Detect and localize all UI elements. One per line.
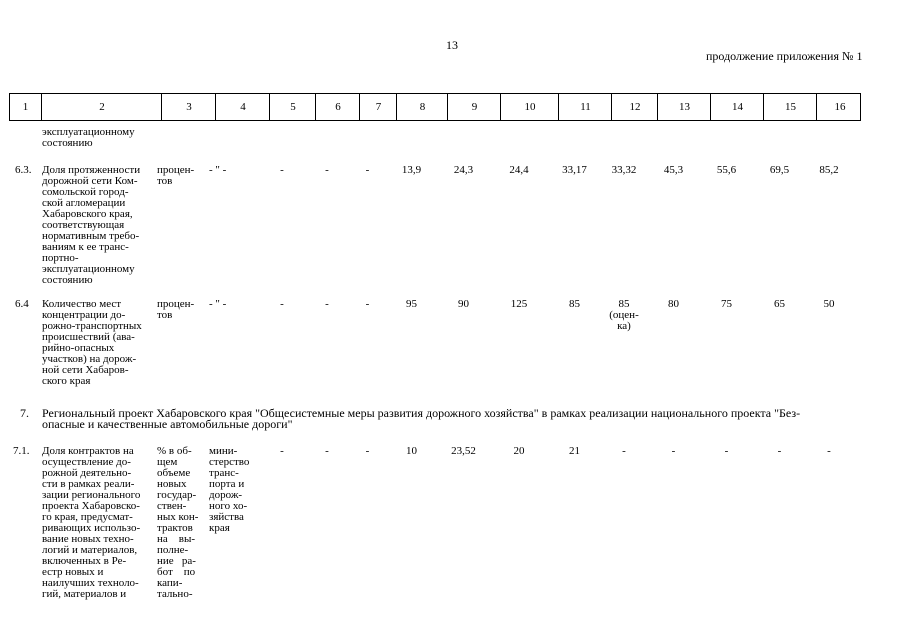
header-col-9: 9 [447,94,501,120]
header-col-1: 1 [22,101,29,113]
row-number: 7.1. [13,445,30,457]
value-col-5: - [280,445,284,457]
value-col-14: - [724,445,729,457]
responsible: - " - [209,164,227,176]
section-number: 7. [20,406,29,420]
value-col-12: - [622,445,626,457]
responsible: мини- стерство транс- порта и дорож- ного хо- зяйства края [209,445,250,534]
value-col-11: 21 [569,445,580,457]
value-col-15: - [777,445,782,457]
value-col-7: - [365,445,370,457]
value-col-7: - [365,298,370,310]
section-title: Региональный проект Хабаровского края "Общесистемные меры развития дорожного хозяйства" в рамках реализации национального проекта "Без- опасные и качественные автомобильные дороги" [42,406,801,431]
value-col-8: 13,9 [401,164,422,176]
value-col-12: 33,32 [611,164,637,176]
unit: % в об- щем объеме новых государ- ствен- ных кон- трактов на вы- полне- ние ра- бот по капи- тально- [157,445,199,600]
value-col-6: - [325,445,329,457]
header-col-15: 15 [763,94,817,120]
row-number: 6.3. [15,164,32,176]
continued-text-fragment: эксплуатационному состоянию [42,126,135,149]
value-col-15: 65 [774,298,785,310]
value-col-10: 20 [513,445,525,457]
table-header [9,93,861,121]
value-col-11: 33,17 [562,164,587,176]
header-col-14: 14 [710,94,764,120]
value-col-15: 69,5 [769,164,790,176]
value-col-12: 85 (оцен- ка) [609,298,639,332]
value-col-13: - [671,445,676,457]
value-col-14: 75 [721,298,732,310]
header-col-16: 16 [816,94,863,120]
header-col-4: 4 [215,94,270,120]
indicator-name: Доля контрактов на осуществление до- рожной деятельно- сти в рамках реали- зации регионального проекта Хабаровско- го края, предусмат- ривающих использо- вание новых техно- логий и материалов, включенных в Ре- естр новых и наилучших техноло- гий, материалов и [42,445,141,600]
indicator-name: Количество мест концентрации до- рожно-транспортных происшествий (ава- рийно-опасных участков) на дорож- ной сети Хабаров- ского края [42,298,142,387]
value-col-13: 80 [668,298,679,310]
value-col-13: 45,3 [663,164,684,176]
value-col-9: 90 [458,298,469,310]
unit: процен- тов [157,164,195,187]
header-col-3: 3 [161,94,216,120]
value-col-5: - [280,164,284,176]
header-col-10: 10 [500,94,559,120]
header-col-7: 7 [359,94,397,120]
header-col-13: 13 [657,94,711,120]
value-col-9: 24,3 [453,164,474,176]
value-col-6: - [325,164,329,176]
header-col-5: 5 [269,94,316,120]
value-col-5: - [280,298,284,310]
row-number: 6.4 [15,298,29,310]
value-col-8: 10 [406,445,417,457]
value-col-16: 85,2 [819,164,839,176]
value-col-6: - [325,298,329,310]
header-col-11: 11 [558,94,612,120]
continuation-note: продолжение приложения № 1 [706,49,863,63]
value-col-7: - [365,164,370,176]
page-number: 13 [446,38,458,52]
value-col-8: 95 [406,298,417,310]
value-col-11: 85 [569,298,580,310]
value-col-14: 55,6 [716,164,737,176]
value-col-10: 24,4 [509,164,529,176]
unit: процен- тов [157,298,195,321]
header-col-12: 12 [611,94,658,120]
header-col-8: 8 [396,94,448,120]
header-col-6: 6 [315,94,360,120]
value-col-16: - [827,445,831,457]
indicator-name: Доля протяженности дорожной сети Ком- сомольской город- ской агломерации Хабаровского края, соответствующая нормативным требо- ваниям к ее транс- портно- эксплуатационному состоянию [42,164,141,286]
responsible: - " - [209,298,227,310]
value-col-16: 50 [823,298,835,310]
header-col-2: 2 [41,94,162,120]
value-col-9: 23,52 [451,445,476,457]
value-col-10: 125 [510,298,528,310]
